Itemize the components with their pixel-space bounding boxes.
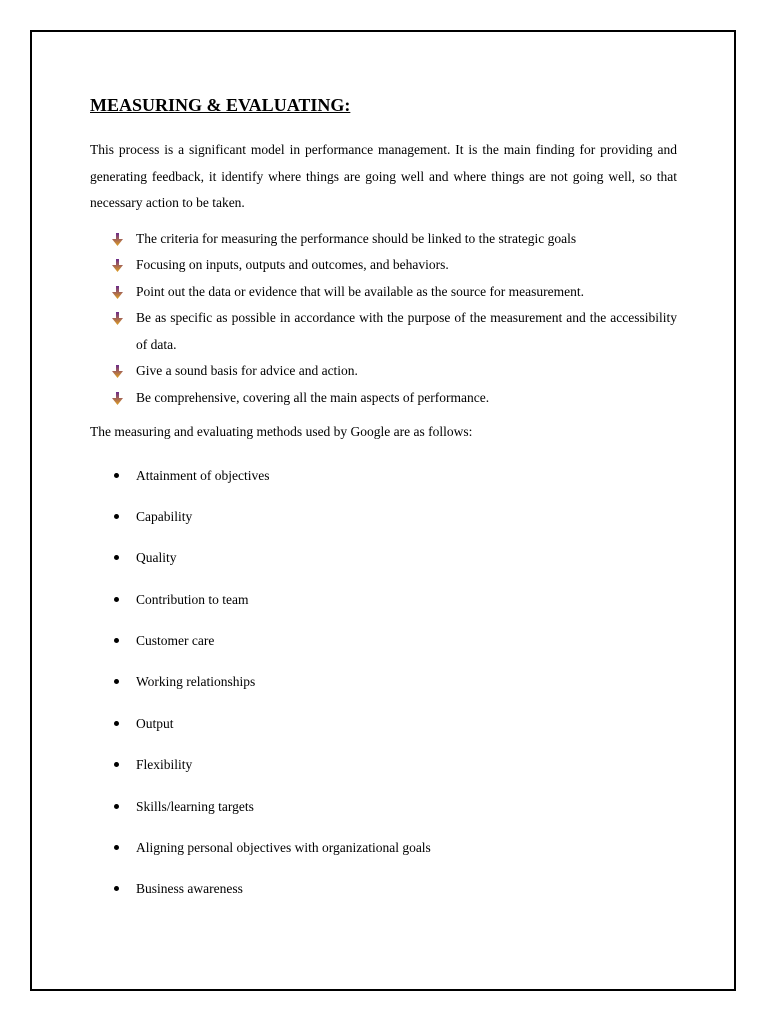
criteria-text: Give a sound basis for advice and action. <box>136 363 358 378</box>
list-item <box>90 548 677 589</box>
method-text: Aligning personal objectives with organizational goals <box>136 840 431 856</box>
criteria-text: Be as specific as possible in accordance with the purpose of the measurement and the accessibility of data. <box>136 310 677 352</box>
arrow-down-icon <box>112 233 123 246</box>
list-item <box>90 226 677 253</box>
methods-intro: The measuring and evaluating methods used by Google are as follows: <box>90 424 473 439</box>
method-text: Contribution to team <box>136 591 249 607</box>
arrow-down-icon <box>112 365 123 378</box>
list-item <box>90 305 677 358</box>
list-item <box>90 466 677 507</box>
bullet-dot-icon <box>114 473 119 478</box>
list-item <box>90 672 677 713</box>
list-item <box>90 590 677 631</box>
bullet-dot-icon <box>114 679 119 684</box>
list-item <box>90 358 677 385</box>
bullet-dot-icon <box>114 845 119 850</box>
method-text: Customer care <box>136 633 215 649</box>
bullet-dot-icon <box>114 638 119 643</box>
list-item <box>90 631 677 672</box>
list-item <box>90 755 677 796</box>
list-item <box>90 879 677 920</box>
method-text: Quality <box>136 550 177 566</box>
arrow-down-icon <box>112 286 123 299</box>
methods-list <box>90 466 677 921</box>
arrow-down-icon <box>112 312 123 325</box>
method-text: Skills/learning targets <box>136 798 254 814</box>
criteria-text: Be comprehensive, covering all the main aspects of performance. <box>136 389 490 405</box>
criteria-list <box>90 226 677 412</box>
section-heading: MEASURING & EVALUATING: <box>90 95 351 115</box>
method-text: Working relationships <box>136 674 256 690</box>
list-item <box>90 797 677 838</box>
list-item <box>90 714 677 755</box>
bullet-dot-icon <box>114 762 119 767</box>
method-text: Output <box>136 715 174 731</box>
bullet-dot-icon <box>114 804 119 809</box>
list-item <box>90 507 677 548</box>
criteria-text: The criteria for measuring the performance should be linked to the strategic goals <box>136 230 577 246</box>
list-item <box>90 838 677 879</box>
arrow-down-icon <box>112 259 123 272</box>
criteria-text: Point out the data or evidence that will be available as the source for measurement. <box>136 283 584 299</box>
method-text: Flexibility <box>136 757 193 773</box>
method-text: Capability <box>136 508 193 524</box>
method-text: Attainment of objectives <box>136 467 270 483</box>
method-text: Business awareness <box>136 881 243 897</box>
bullet-dot-icon <box>114 514 119 519</box>
bullet-dot-icon <box>114 555 119 560</box>
list-item <box>90 252 677 279</box>
document-body <box>90 93 677 921</box>
bullet-dot-icon <box>114 721 119 726</box>
bullet-dot-icon <box>114 886 119 891</box>
bullet-dot-icon <box>114 597 119 602</box>
list-item <box>90 385 677 412</box>
list-item <box>90 279 677 306</box>
criteria-text: Focusing on inputs, outputs and outcomes, and behaviors. <box>136 257 449 272</box>
intro-paragraph: This process is a significant model in performance management. It is the main finding for providing and generating feedback, it identify where things are going well and where things are not going well, so that necessary action to be taken. <box>90 142 677 210</box>
arrow-down-icon <box>112 392 123 405</box>
